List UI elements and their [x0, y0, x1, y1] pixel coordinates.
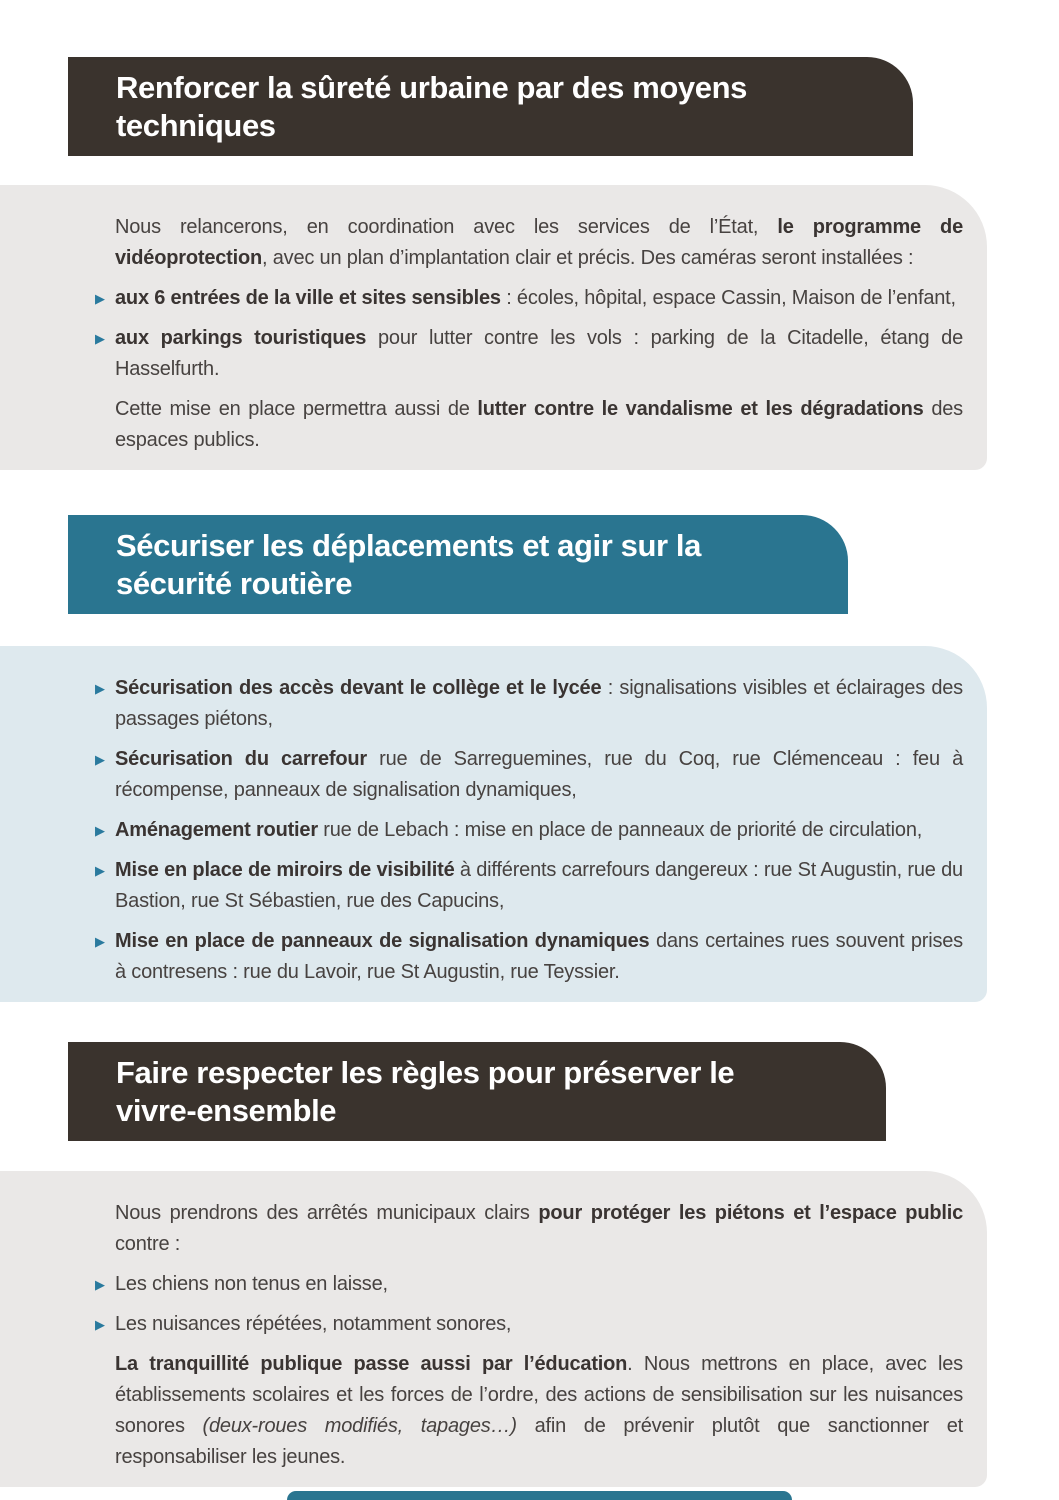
- section-title: Sécuriser les déplacements et agir sur la sécurité routière: [116, 528, 701, 601]
- text-run: à différents carrefours dangereux : rue St Augustin, rue du Bastion, rue St Sébastien, rue des Capucins,: [115, 859, 963, 912]
- section-body: [0, 1171, 987, 1487]
- bullet-arrow-icon: ▶: [95, 292, 105, 307]
- text-run: dans certaines rues souvent prises à contresens : rue du Lavoir, rue St Augustin, rue Teyssier.: [115, 930, 963, 983]
- bullet-item: [95, 855, 963, 917]
- paragraph: [115, 212, 963, 274]
- section-body: [0, 646, 987, 1002]
- text-run: , avec un plan d’implantation clair et précis. Des caméras seront installées :: [262, 247, 914, 269]
- text-run: pour lutter contre les vols : parking de la Citadelle, étang de Hasselfurth.: [115, 327, 963, 380]
- section-body: [0, 185, 987, 470]
- text-run: Nous prendrons des arrêtés municipaux clairs: [115, 1202, 539, 1224]
- bullet-arrow-icon: ▶: [95, 1318, 105, 1333]
- section-faire-respecter-les-regles: [0, 1042, 1059, 1487]
- bullet-arrow-icon: ▶: [95, 864, 105, 879]
- text-run: (deux-roues modifiés, tapages…): [202, 1415, 517, 1437]
- text-run: : signalisations visibles et éclairages des passages piétons,: [115, 677, 963, 730]
- text-run: Mise en place de miroirs de visibilité: [115, 859, 455, 881]
- text-run: La tranquillité publique passe aussi par l’éducation: [115, 1353, 628, 1375]
- bullet-item: [95, 926, 963, 988]
- bullet-item: [95, 323, 963, 385]
- text-run: rue de Sarreguemines, rue du Coq, rue Clémenceau : feu à récompense, panneaux de signalisation dynamiques,: [115, 748, 963, 801]
- text-run: aux 6 entrées de la ville et sites sensibles: [115, 287, 501, 309]
- bullet-item: [95, 1269, 963, 1300]
- bullet-arrow-icon: ▶: [95, 935, 105, 950]
- text-run: Mise en place de panneaux de signalisation dynamiques: [115, 930, 650, 952]
- text-run: Sécurisation des accès devant le collège et le lycée: [115, 677, 602, 699]
- bullet-item: [95, 744, 963, 806]
- text-run: aux parkings touristiques: [115, 327, 367, 349]
- bullet-arrow-icon: ▶: [95, 1278, 105, 1293]
- section-securiser-deplacements: [0, 515, 1059, 1002]
- text-run: Cette mise en place permettra aussi de: [115, 398, 478, 420]
- section-body-text: [95, 1198, 964, 1473]
- text-run: Aménagement routier: [115, 819, 318, 841]
- next-section-header-partial: [287, 1491, 792, 1500]
- text-run: Nous relancerons, en coordination avec les services de l’État,: [115, 216, 778, 238]
- text-run: contre :: [115, 1233, 181, 1255]
- section-renforcer-surete-urbaine: [0, 57, 1059, 470]
- paragraph: [115, 1198, 963, 1260]
- paragraph: [115, 1349, 963, 1473]
- text-run: Les nuisances répétées, notamment sonores,: [115, 1313, 512, 1335]
- text-run: rue de Lebach : mise en place de panneaux de priorité de circulation,: [317, 819, 923, 841]
- text-run: : écoles, hôpital, espace Cassin, Maison de l’enfant,: [500, 287, 956, 309]
- text-run: Sécurisation du carrefour: [115, 748, 368, 770]
- bullet-arrow-icon: ▶: [95, 332, 105, 347]
- section-body-text: [95, 673, 963, 988]
- section-header: [68, 57, 913, 156]
- bullet-arrow-icon: ▶: [95, 753, 105, 768]
- text-run: afin de prévenir plutôt que sanctionner et responsabiliser les jeunes.: [115, 1415, 964, 1468]
- section-body-text: [95, 212, 963, 456]
- text-run: des espaces publics.: [115, 398, 963, 451]
- section-title: Faire respecter les règles pour préserver le vivre-ensemble: [116, 1055, 735, 1128]
- bullet-item: [95, 1309, 963, 1340]
- bullet-item: [95, 815, 963, 846]
- text-run: . Nous mettrons en place, avec les établissements scolaires et les forces de l’ordre, des actions de sensibilisation sur les nuisances sonores: [115, 1353, 963, 1437]
- bullet-item: [95, 673, 963, 735]
- paragraph: [115, 394, 963, 456]
- section-title: Renforcer la sûreté urbaine par des moyens techniques: [116, 70, 747, 143]
- text-run: Les chiens non tenus en laisse,: [115, 1273, 388, 1295]
- bullet-item: [95, 283, 963, 314]
- bullet-arrow-icon: ▶: [95, 824, 105, 839]
- text-run: lutter contre le vandalisme et les dégradations: [477, 398, 924, 420]
- section-header: [68, 515, 848, 614]
- text-run: pour protéger les piétons et l’espace public: [538, 1202, 963, 1224]
- section-header: [68, 1042, 886, 1141]
- sections-container: [0, 57, 1059, 1487]
- bullet-arrow-icon: ▶: [95, 682, 105, 697]
- text-run: le programme de vidéoprotection: [115, 216, 963, 269]
